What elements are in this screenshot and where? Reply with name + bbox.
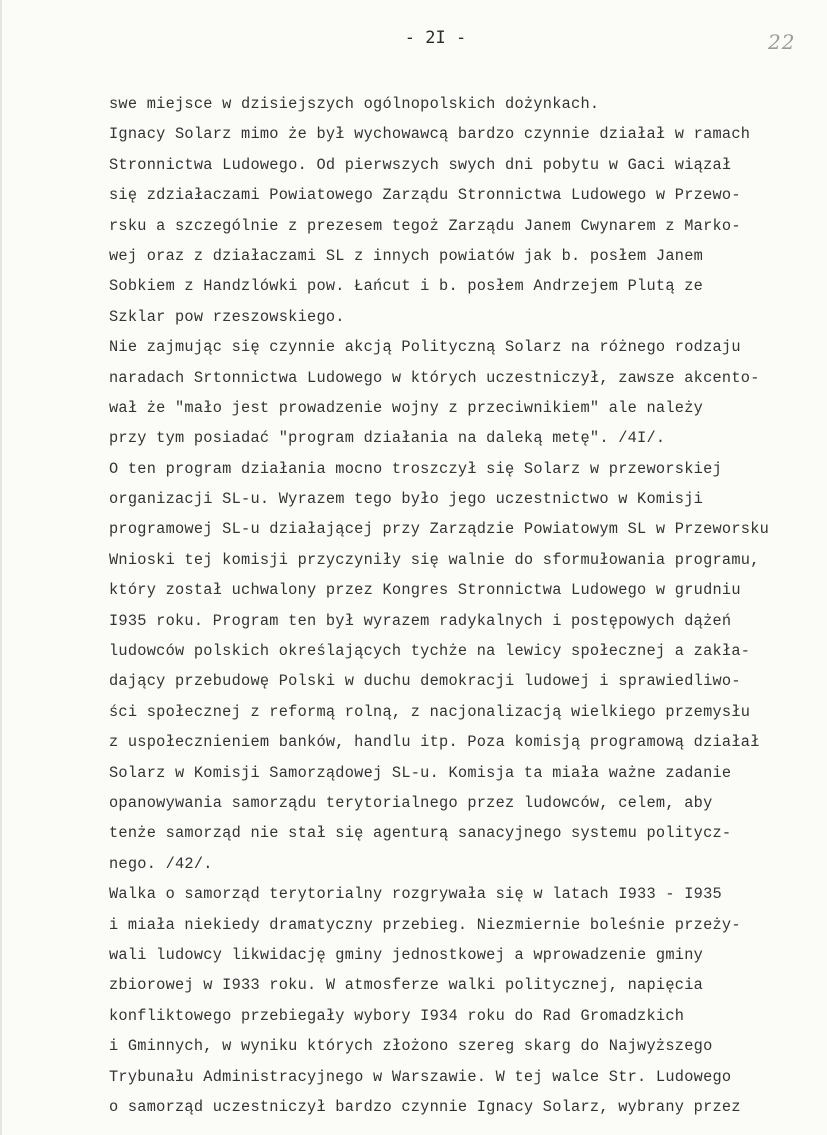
page-number: - 2I - — [404, 28, 467, 48]
text-line: Stronnictwa Ludowego. Od pierwszych swych dni pobytu w Gaci wiązał — [109, 155, 732, 174]
text-line: opanowywania samorządu terytorialnego przez ludowców, celem, aby — [109, 793, 713, 812]
text-line: i miała niekiedy dramatyczny przebieg. Niezmiernie boleśnie przeży- — [109, 915, 741, 934]
text-line: się zdziałaczami Powiatowego Zarządu Stronnictwa Ludowego w Przewo- — [109, 186, 741, 205]
text-line: wali ludowcy likwidację gminy jednostkowej a wprowadzenie gminy — [109, 945, 704, 964]
text-line: i Gminnych, w wyniku których złożono szereg skarg do Najwyższego — [109, 1037, 713, 1056]
text-line: I935 roku. Program ten był wyrazem radykalnych i postępowych dążeń — [109, 611, 732, 630]
text-line: tenże samorząd nie stał się agenturą sanacyjnego systemu politycz- — [109, 824, 732, 843]
text-line: konfliktowego przebiegały wybory I934 roku do Rad Gromadzkich — [109, 1006, 685, 1025]
typed-body-text — [109, 89, 824, 1122]
text-line: Trybunału Administracyjnego w Warszawie. W tej walce Str. Ludowego — [109, 1067, 732, 1086]
text-line: swe miejsce w dzisiejszych ogólnopolskich dożynkach. — [109, 95, 600, 113]
text-line: wej oraz z działaczami SL z innych powiatów jak b. posłem Janem — [109, 246, 704, 265]
text-line: przy tym posiadać "program działania na daleką metę". /4I/. — [109, 429, 666, 448]
text-line: nego. /42/. — [109, 854, 213, 873]
text-line: Wnioski tej komisji przyczyniły się walnie do sformułowania programu, — [109, 550, 760, 569]
text-line: rsku a szczególnie z prezesem tegoż Zarządu Janem Cwynarem z Marko- — [109, 216, 741, 235]
text-line: Szklar pow rzeszowskiego. — [109, 307, 345, 326]
handwritten-folio-number: 22 — [768, 30, 796, 54]
text-line: Sobkiem z Handzlówki pow. Łańcut i b. posłem Andrzejem Plutą ze — [109, 277, 704, 296]
text-line: z uspołecznieniem banków, handlu itp. Poza komisją programową działał — [109, 733, 760, 752]
text-line: O ten program działania mocno troszczył się Solarz w przeworskiej — [109, 459, 722, 478]
text-line: ludowców polskich określających tychże na lewicy społecznej a zakła- — [109, 642, 751, 661]
text-line: Solarz w Komisji Samorządowej SL-u. Komisja ta miała ważne zadanie — [109, 763, 732, 782]
text-line: zbiorowej w I933 roku. W atmosferze walki politycznej, napięcia — [109, 976, 704, 995]
text-line: organizacji SL-u. Wyrazem tego było jego uczestnictwo w Komisji — [109, 490, 704, 509]
text-line: programowej SL-u działającej przy Zarządzie Powiatowym SL w Przeworsku — [109, 520, 770, 539]
text-line: wał że "mało jest prowadzenie wojny z przeciwnikiem" ale należy — [109, 398, 704, 417]
text-line: Ignacy Solarz mimo że był wychowawcą bardzo czynnie działał w ramach — [109, 125, 751, 144]
text-line: naradach Srtonnictwa Ludowego w których uczestniczył, zawsze akcento- — [109, 368, 760, 387]
text-line: który został uchwalony przez Kongres Stronnictwa Ludowego w grudniu — [109, 581, 741, 600]
text-line: Walka o samorząd terytorialny rozgrywała się w latach I933 - I935 — [109, 885, 722, 904]
text-line: dający przebudowę Polski w duchu demokracji ludowej i sprawiedliwo- — [109, 672, 741, 691]
text-line: Nie zajmując się czynnie akcją Polityczną Solarz na różnego rodzaju — [109, 338, 741, 357]
text-line: o samorząd uczestniczył bardzo czynnie Ignacy Solarz, wybrany przez — [109, 1097, 741, 1116]
text-line: ści społecznej z reformą rolną, z nacjonalizacją wielkiego przemysłu — [109, 702, 751, 721]
